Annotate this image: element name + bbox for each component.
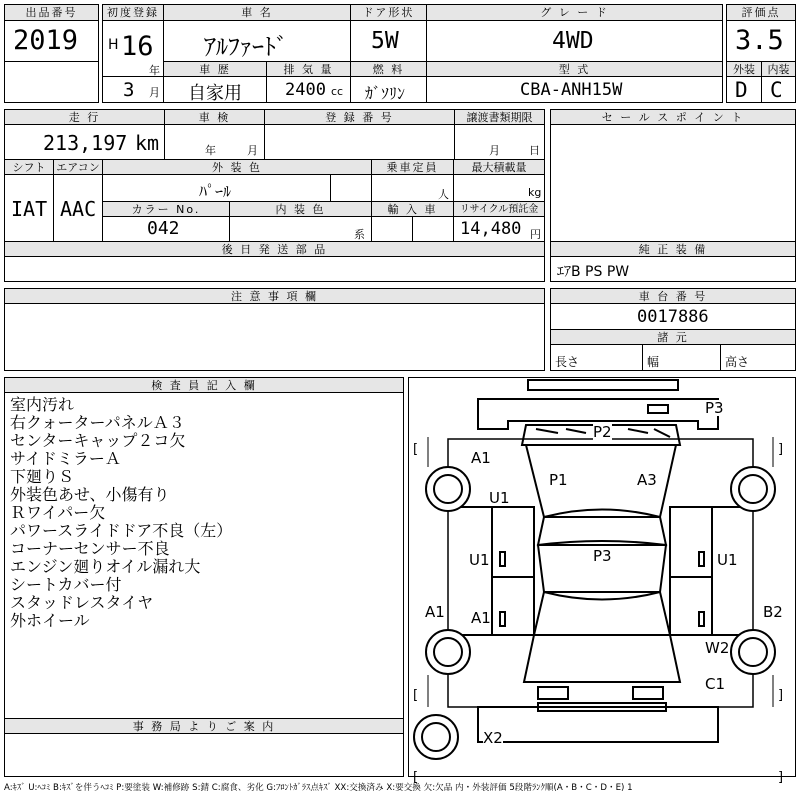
- lot-number-box: [4, 20, 99, 62]
- caution-box: [4, 303, 545, 371]
- fuel-label: 燃 料: [350, 61, 427, 77]
- damage-mark: A1: [425, 603, 445, 621]
- model-box: [426, 76, 723, 103]
- transfer-month-unit: 月: [489, 144, 500, 157]
- rear-light-slot: [648, 405, 668, 413]
- transfer-deadline-label: 譲渡書類期限: [454, 109, 545, 125]
- diagram-bracket: ]: [778, 770, 784, 785]
- inspector-note: 室内汚れ: [10, 395, 75, 414]
- interior-label: 内装: [761, 61, 796, 77]
- right-doors: [670, 507, 712, 635]
- later-parts-box: [4, 256, 545, 282]
- score-box: [726, 20, 796, 62]
- exterior-label: 外装: [726, 61, 762, 77]
- length-box: [550, 344, 643, 371]
- damage-mark: A1: [471, 449, 491, 467]
- right-fender-lines: [712, 507, 753, 635]
- height-label: 高さ: [725, 355, 750, 369]
- diagram-bracket: [: [413, 442, 419, 457]
- grade-label: グ レ ー ド: [426, 4, 723, 21]
- width-label: 幅: [647, 355, 660, 369]
- rear-left-wheel: [426, 467, 470, 511]
- exterior-color-extra: [330, 174, 372, 202]
- fuel-value: ｶﾞｿﾘﾝ: [365, 84, 406, 103]
- legend-text: A:ｷｽﾞ U:ﾍｺﾐ B:ｷｽﾞを伴うﾍｺﾐ P:要塗装 W:補修跡 S:錆 C:腐食、劣化 G:ﾌﾛﾝﾄｶﾞﾗｽ点ｷｽﾞ XX:交換済み X:要交換 欠:欠品 内・外装評価 5段階ﾗﾝｸ順(A・B・C・D・E) 1: [4, 783, 633, 793]
- front-right-wheel: [731, 630, 775, 674]
- exterior-color-label: 外 装 色: [102, 159, 372, 175]
- inspection-year-unit: 年: [205, 144, 216, 157]
- diagram-bracket: ]: [778, 442, 784, 457]
- left-handle-2: [500, 612, 505, 626]
- lot-number-label: 出品番号: [4, 4, 99, 21]
- damage-mark: U1: [717, 551, 738, 569]
- sales-point-box: [550, 124, 796, 242]
- inspector-notes-box: [4, 392, 404, 719]
- damage-mark: P1: [549, 471, 568, 489]
- inspector-note: コーナーセンサー不良: [10, 539, 170, 558]
- history-value: 自家用: [188, 83, 242, 104]
- exterior-box: [726, 76, 762, 103]
- month-unit: 月: [149, 86, 160, 99]
- interior-color-label: 内 装 色: [229, 201, 372, 217]
- shift-box: [4, 174, 54, 242]
- model-value: CBA-ANH15W: [520, 80, 623, 100]
- interior-color-unit: 系: [354, 228, 365, 241]
- shift-label: シフト: [4, 159, 54, 175]
- mileage-unit: km: [135, 131, 160, 155]
- chassis-number-label: 車 台 番 号: [550, 288, 796, 304]
- damage-mark: X2: [483, 729, 503, 747]
- displacement-label: 排 気 量: [266, 61, 351, 77]
- aircon-value: AAC: [60, 197, 97, 221]
- width-box: [642, 344, 721, 371]
- recycle-box: [453, 216, 545, 242]
- spare-wheel: [414, 715, 458, 759]
- transfer-day-unit: 日: [529, 144, 540, 157]
- inspector-note: パワースライドドア不良（左）: [10, 521, 233, 540]
- office-notice-box: [4, 733, 404, 777]
- transfer-deadline-box: [454, 124, 545, 160]
- windshield-rear: [538, 510, 666, 546]
- max-load-box: [453, 174, 545, 202]
- fuel-box: [350, 76, 427, 103]
- damage-mark: A1: [471, 609, 491, 627]
- length-label: 長さ: [555, 355, 580, 369]
- rear-top-bar: [528, 380, 678, 390]
- month-box: [102, 76, 164, 103]
- inspector-note: エンジン廻りオイル漏れ大: [10, 557, 201, 576]
- era-value: H: [108, 37, 119, 53]
- year-value: 16: [121, 31, 154, 62]
- year-unit: 年: [149, 64, 160, 77]
- front-lamp-left: [538, 687, 568, 699]
- door-box: [350, 20, 427, 62]
- dimensions-label: 諸 元: [550, 329, 796, 345]
- displacement-value: 2400: [285, 80, 326, 100]
- displacement-unit: cc: [331, 85, 344, 98]
- rear-right-wheel: [731, 467, 775, 511]
- history-label: 車 歴: [163, 61, 267, 77]
- capacity-box: [371, 174, 454, 202]
- lot-number-value: 2019: [13, 25, 79, 56]
- mileage-box: [4, 124, 165, 160]
- hood: [524, 635, 680, 682]
- color-number-label: カラー No.: [102, 201, 230, 217]
- shift-value: IAT: [11, 197, 48, 221]
- capacity-unit: 人: [438, 188, 449, 201]
- color-number-box: [102, 216, 230, 242]
- damage-mark: A3: [637, 471, 657, 489]
- model-label: 型 式: [426, 61, 723, 77]
- damage-mark: U1: [489, 489, 510, 507]
- displacement-box: [266, 76, 351, 103]
- inspector-note: サイドミラーＡ: [10, 449, 121, 468]
- lot-number-blank: [4, 61, 99, 103]
- recycle-value: 14,480: [460, 219, 522, 239]
- genuine-equipment-box: [550, 256, 796, 282]
- diagram-bracket: ]: [778, 688, 784, 703]
- max-load-unit: kg: [528, 186, 542, 199]
- inspector-notes-label: 検 査 員 記 入 欄: [4, 377, 404, 393]
- interior-box: [761, 76, 796, 103]
- door-label: ドア形状: [350, 4, 427, 21]
- left-doors: [492, 507, 534, 635]
- inspector-notes-list: [10, 396, 232, 630]
- right-handle-2: [699, 612, 704, 626]
- exterior-value: D: [735, 78, 748, 102]
- import-label: 輸 入 車: [371, 201, 454, 217]
- inspector-note: スタッドレスタイヤ: [10, 593, 154, 612]
- aircon-label: エアコン: [53, 159, 103, 175]
- office-notice-label: 事 務 局 よ り ご 案 内: [4, 718, 404, 734]
- side-guides: [428, 437, 773, 707]
- caution-label: 注 意 事 項 欄: [4, 288, 545, 304]
- damage-mark: P3: [593, 547, 612, 565]
- interior-value: C: [770, 78, 783, 102]
- later-parts-label: 後 日 発 送 部 品: [4, 241, 545, 257]
- body-outline: [448, 439, 753, 707]
- damage-mark: P3: [705, 399, 724, 417]
- car-name-label: 車 名: [163, 4, 351, 21]
- score-label: 評価点: [726, 4, 796, 21]
- first-registration-label: 初度登録: [102, 4, 164, 21]
- car-name-value: ｱﾙﾌｧｰﾄﾞ: [204, 33, 288, 61]
- inspector-note: シートカバー付: [10, 575, 122, 594]
- damage-mark: W2: [705, 639, 730, 657]
- interior-color-box: [229, 216, 372, 242]
- damage-mark: P2: [593, 423, 612, 441]
- history-box: [163, 76, 267, 103]
- damage-mark: U1: [469, 551, 490, 569]
- inspection-month-unit: 月: [247, 144, 258, 157]
- front-lamp-right: [633, 687, 663, 699]
- inspection-box: [164, 124, 265, 160]
- inspection-label: 車 検: [164, 109, 265, 125]
- genuine-equipment-label: 純 正 装 備: [550, 241, 796, 257]
- registration-number-label: 登 録 番 号: [264, 109, 455, 125]
- damage-mark: B2: [763, 603, 783, 621]
- exterior-color-box: [102, 174, 331, 202]
- grade-value: 4WD: [552, 28, 594, 54]
- chassis-number-box: [550, 303, 796, 330]
- inspector-note: 外装色あせ、小傷有り: [10, 485, 170, 504]
- right-handle-1: [699, 552, 704, 566]
- exterior-color-value: ﾊﾟｰﾙ: [199, 182, 232, 201]
- color-number-value: 042: [147, 218, 180, 239]
- diagram-bracket: [: [413, 688, 419, 703]
- score-value: 3.5: [735, 25, 784, 56]
- damage-mark: C1: [705, 675, 726, 693]
- diagram-bracket: [: [413, 770, 419, 785]
- door-value: 5W: [371, 28, 399, 54]
- grade-box: [426, 20, 723, 62]
- import-box-1: [371, 216, 413, 242]
- mileage-value: 213,197: [43, 131, 128, 155]
- inspector-note: Ｒワイパー欠: [10, 503, 106, 522]
- recycle-unit: 円: [530, 228, 541, 241]
- inspector-note: センターキャップ２コ欠: [10, 431, 186, 450]
- import-box-2: [412, 216, 454, 242]
- genuine-equipment-value: ｴｱB PS PW: [557, 264, 630, 280]
- damage-diagram-frame: [408, 377, 796, 785]
- sales-point-label: セ ー ル ス ポ イ ン ト: [550, 109, 796, 125]
- front-left-wheel: [426, 630, 470, 674]
- first-registration-box: [102, 20, 164, 77]
- inspector-note: 外ホイール: [10, 611, 90, 630]
- inspector-note: 右クォーターパネルＡ３: [10, 413, 185, 432]
- aircon-box: [53, 174, 103, 242]
- mileage-label: 走 行: [4, 109, 165, 125]
- registration-number-box: [264, 124, 455, 160]
- inspector-note: 下廻りＳ: [10, 467, 75, 486]
- left-handle-1: [500, 552, 505, 566]
- front-bumper: [478, 707, 718, 742]
- recycle-label: リサイクル預託金: [453, 201, 545, 217]
- front-windshield: [534, 592, 670, 635]
- max-load-label: 最大積載量: [453, 159, 545, 175]
- height-box: [720, 344, 796, 371]
- car-name-box: [163, 20, 351, 62]
- month-value: 3: [123, 79, 135, 101]
- capacity-label: 乗車定員: [371, 159, 454, 175]
- chassis-number-value: 0017886: [637, 307, 709, 327]
